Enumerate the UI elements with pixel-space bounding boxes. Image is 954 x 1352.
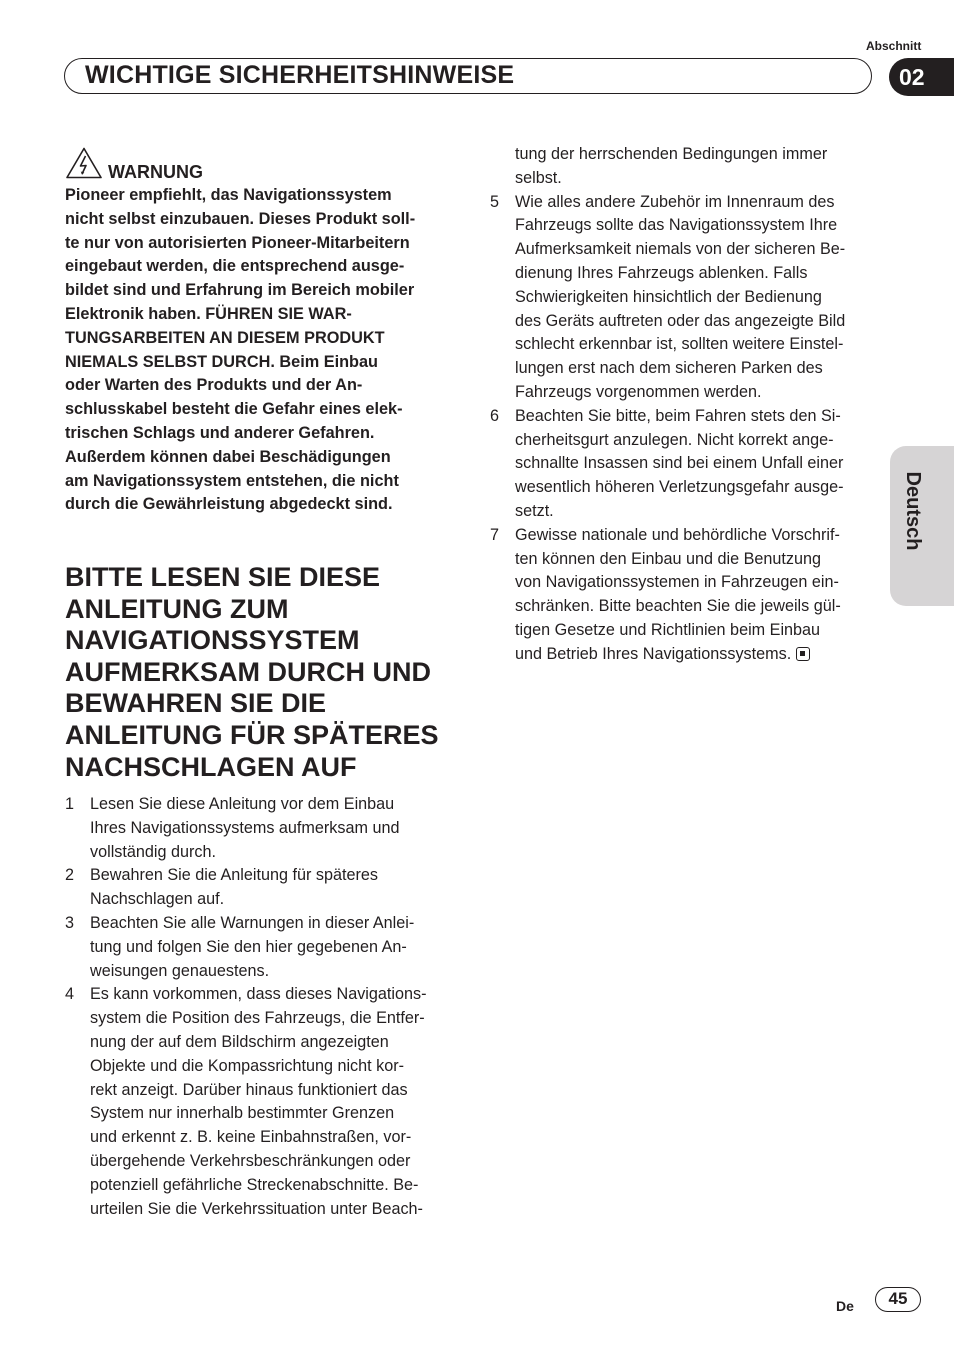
- list-line: rekt anzeigt. Darüber hinaus funktioniert das: [90, 1080, 408, 1099]
- list-number: 4: [65, 985, 75, 1004]
- list-item: [65, 793, 460, 864]
- list-line: wesentlich höheren Verletzungsgefahr ausge-: [515, 478, 844, 497]
- list-line: schlecht erkennbar ist, sollten weitere Einstel-: [515, 335, 844, 354]
- list-line: urteilen Sie die Verkehrssituation unter Beach-: [90, 1199, 423, 1218]
- list-line: tigen Gesetze und Richtlinien beim Einbau: [515, 620, 821, 639]
- warning-line: NIEMALS SELBST DURCH. Beim Einbau: [65, 352, 378, 371]
- list-item: [65, 983, 460, 1221]
- heading-line: NACHSCHLAGEN AUF: [65, 751, 357, 782]
- list-line: tung der herrschenden Bedingungen immer: [515, 145, 828, 163]
- warning-line: nicht selbst einzubauen. Dieses Produkt soll-: [65, 209, 416, 228]
- list-line: Beachten Sie alle Warnungen in dieser Anlei-: [90, 913, 415, 932]
- chapter-badge: [889, 58, 954, 96]
- list-number: 5: [490, 192, 500, 211]
- list-line: vollständig durch.: [90, 842, 216, 861]
- heading-line: ANLEITUNG FÜR SPÄTERES: [65, 719, 439, 750]
- footer-language-code: De: [836, 1298, 854, 1314]
- list-number: 3: [65, 913, 75, 932]
- heading-line: AUFMERKSAM DURCH UND: [65, 656, 431, 687]
- list-number: 2: [65, 866, 75, 885]
- warning-line: bildet sind und Erfahrung im Bereich mobiler: [65, 281, 415, 300]
- warning-line: eingebaut werden, die entsprechend ausge-: [65, 257, 405, 276]
- chapter-number: 02: [899, 63, 925, 90]
- warning-line: oder Warten des Produkts und der An-: [65, 376, 363, 395]
- list-line: schnallte Insassen sind bei einem Unfall einer: [515, 454, 844, 473]
- list-line: übergehende Verkehrsbeschränkungen oder: [90, 1151, 411, 1170]
- list-line: setzt.: [515, 501, 554, 520]
- list-line: und erkennt z. B. keine Einbahnstraßen, vor-: [90, 1128, 412, 1147]
- list-line: Es kann vorkommen, dass dieses Navigations-: [90, 985, 427, 1004]
- page-title: WICHTIGE SICHERHEITSHINWEISE: [85, 61, 515, 89]
- list-line: Bewahren Sie die Anleitung für späteres: [90, 866, 378, 885]
- heading-line: ANLEITUNG ZUM: [65, 593, 289, 624]
- list-line: potenziell gefährliche Streckenabschnitte. Be-: [90, 1175, 419, 1194]
- warning-body: [65, 184, 457, 517]
- warning-line: TUNGSARBEITEN AN DIESEM PRODUKT: [65, 328, 385, 347]
- end-of-section-icon: [796, 647, 810, 661]
- language-tab-label: Deutsch: [902, 471, 924, 551]
- list-item: [65, 864, 460, 912]
- list-line: Ihres Navigationssystems aufmerksam und: [90, 818, 400, 837]
- list-line: Beachten Sie bitte, beim Fahren stets den Si-: [515, 406, 841, 425]
- list-line: Gewisse nationale und behördliche Vorschrif-: [515, 525, 840, 544]
- list-item: [490, 524, 880, 667]
- list-line-text: und Betrieb Ihres Navigationssystems.: [515, 644, 792, 663]
- warning-title: WARNUNG: [108, 162, 203, 182]
- list-line: System nur innerhalb bestimmter Grenzen: [90, 1104, 395, 1123]
- warning-line: Pioneer empfiehlt, das Navigationssystem: [65, 186, 392, 204]
- numbered-list-right: [490, 143, 880, 667]
- list-line: ten können den Einbau und die Benutzung: [515, 549, 822, 568]
- list-line: Aufmerksamkeit niemals von der sicheren Be-: [515, 240, 846, 259]
- list-line: Fahrzeugs vorgenommen werden.: [515, 382, 762, 401]
- list-item: [490, 405, 880, 524]
- heading-line: BEWAHREN SIE DIE: [65, 688, 327, 719]
- section-label: Abschnitt: [866, 39, 922, 53]
- list-line: Schwierigkeiten hinsichtlich der Bedienung: [515, 287, 822, 306]
- list-line: selbst.: [515, 168, 562, 187]
- warning-line: trischen Schlags und anderer Gefahren.: [65, 423, 375, 442]
- list-line: nung der auf dem Bildschirm angezeigten: [90, 1032, 389, 1051]
- warning-electric-icon: [66, 147, 102, 179]
- list-item-continued: [490, 143, 880, 191]
- list-line: Nachschlagen auf.: [90, 890, 225, 909]
- warning-line: Außerdem können dabei Beschädigungen: [65, 447, 391, 466]
- warning-line: te nur von autorisierten Pioneer-Mitarbeitern: [65, 233, 410, 252]
- warning-line: durch die Gewährleistung abgedeckt sind.: [65, 495, 393, 514]
- list-line: cherheitsgurt anzulegen. Nicht korrekt ange-: [515, 430, 834, 449]
- list-line: weisungen genauestens.: [90, 961, 270, 980]
- list-number: 1: [65, 795, 75, 813]
- list-item: [490, 191, 880, 405]
- section-heading: [65, 562, 465, 783]
- list-line: Objekte und die Kompassrichtung nicht kor-: [90, 1056, 405, 1075]
- warning-line: am Navigationssystem entstehen, die nicht: [65, 471, 399, 490]
- heading-line: BITTE LESEN SIE DIESE: [65, 562, 381, 592]
- list-line: Wie alles andere Zubehör im Innenraum des: [515, 192, 835, 211]
- numbered-list-left: [65, 793, 460, 1221]
- page-number: 45: [875, 1287, 921, 1312]
- list-number: 6: [490, 406, 500, 425]
- list-number: 7: [490, 525, 500, 544]
- list-line: schränken. Bitte beachten Sie die jeweils gül-: [515, 597, 841, 616]
- list-line-last: [515, 643, 880, 667]
- list-line: dienung Ihres Fahrzeugs ablenken. Falls: [515, 263, 808, 282]
- list-item: [65, 912, 460, 983]
- list-line: tung und folgen Sie den hier gegebenen An-: [90, 937, 407, 956]
- list-line: des Geräts auftreten oder das angezeigte Bild: [515, 311, 846, 330]
- list-line: system die Position des Fahrzeugs, die Entfer-: [90, 1009, 425, 1028]
- heading-line: NAVIGATIONSSYSTEM: [65, 625, 360, 656]
- list-line: Fahrzeugs sollte das Navigationssystem Ihre: [515, 216, 838, 235]
- list-line: von Navigationssystemen in Fahrzeugen ein-: [515, 573, 839, 592]
- warning-line: schlusskabel besteht die Gefahr eines elek-: [65, 400, 403, 419]
- list-line: Lesen Sie diese Anleitung vor dem Einbau: [90, 795, 395, 813]
- list-line: lungen erst nach dem sicheren Parken des: [515, 359, 823, 378]
- warning-line: Elektronik haben. FÜHREN SIE WAR-: [65, 304, 352, 323]
